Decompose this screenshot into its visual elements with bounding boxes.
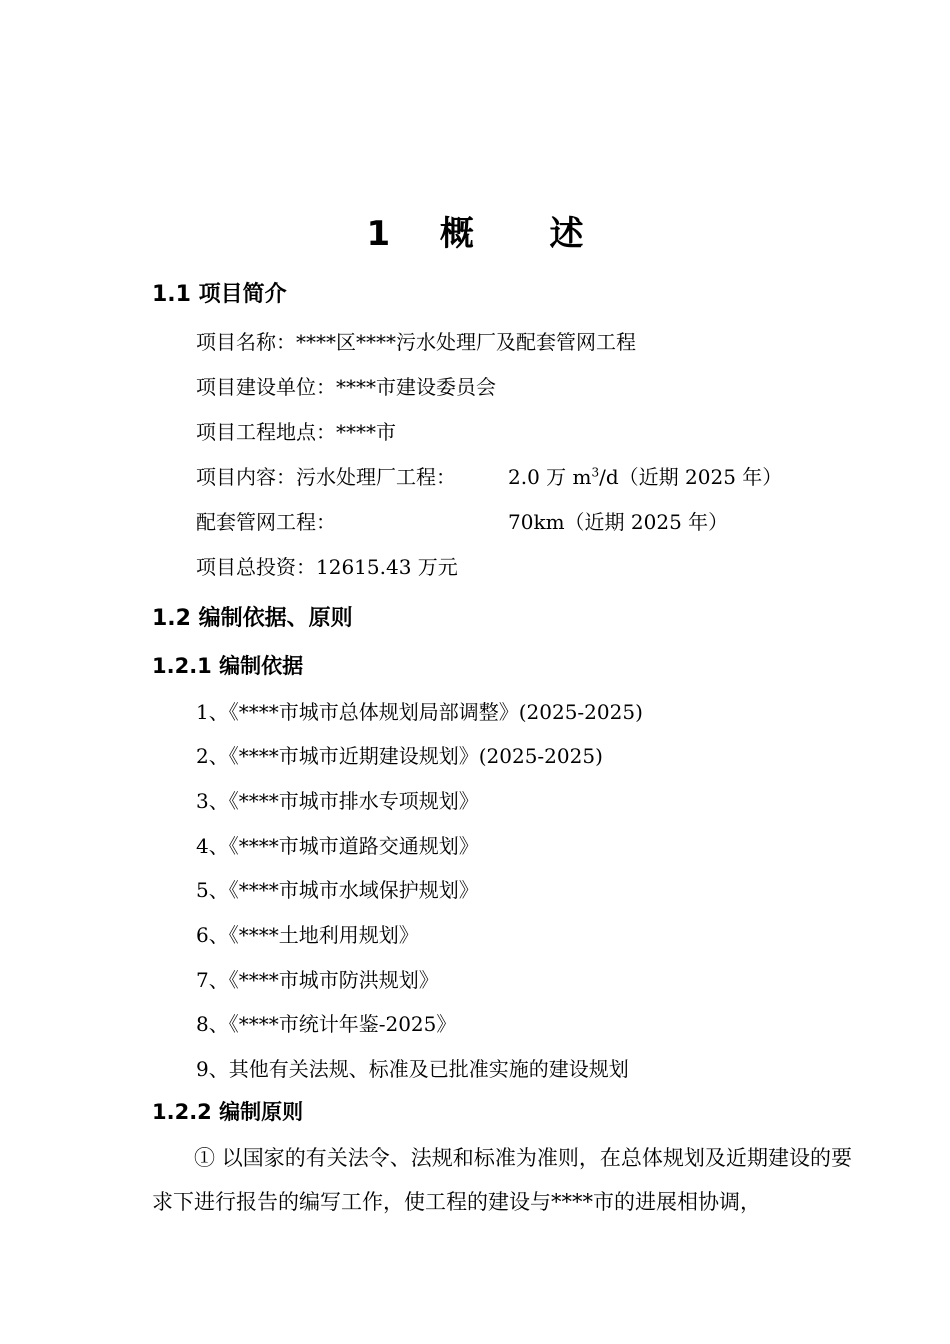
- project-content-label: 项目内容：污水处理厂工程：: [196, 465, 456, 489]
- section-heading-1-2: 1.2 编制依据、原则: [152, 606, 353, 631]
- chapter-number: 1: [366, 214, 391, 254]
- section-heading-1-2-2: 1.2.2 编制原则: [152, 1100, 304, 1124]
- section-heading-1-1: 1.1 项目简介: [152, 282, 287, 307]
- project-content-value: 2.0 万 $m^3/d$（近期 2025 年）: [508, 465, 783, 489]
- section-heading-1-2-1: 1.2.1 编制依据: [152, 654, 304, 678]
- basis-item: 4、《****市城市道路交通规划》: [196, 834, 479, 858]
- project-investment: 项目总投资：12615.43 万元: [196, 555, 458, 579]
- basis-item: 9、其他有关法规、标准及已批准实施的建设规划: [196, 1057, 629, 1081]
- basis-item: 3、《****市城市排水专项规划》: [196, 789, 479, 813]
- pipe-network-value: 70km（近期 2025 年）: [508, 510, 729, 534]
- basis-item: 1、《****市城市总体规划局部调整》(2025-2025): [196, 700, 643, 724]
- basis-item: 2、《****市城市近期建设规划》(2025-2025): [196, 744, 603, 768]
- project-unit: 项目建设单位：****市建设委员会: [196, 375, 496, 399]
- basis-item: 5、《****市城市水域保护规划》: [196, 878, 479, 902]
- project-name: 项目名称：****区****污水处理厂及配套管网工程: [196, 330, 636, 354]
- pipe-network-label: 配套管网工程：: [196, 510, 336, 534]
- project-location: 项目工程地点：****市: [196, 420, 396, 444]
- basis-item: 6、《****土地利用规划》: [196, 923, 419, 947]
- chapter-title-char-1: 概: [439, 214, 474, 254]
- basis-item: 7、《****市城市防洪规划》: [196, 968, 439, 992]
- chapter-title: [0, 212, 950, 256]
- chapter-title-char-2: 述: [549, 214, 584, 254]
- principle-paragraph: ① 以国家的有关法令、法规和标准为准则，在总体规划及近期建设的要求下进行报告的编写工作，使工程的建设与****市的进展相协调，: [152, 1146, 852, 1214]
- basis-item: 8、《****市统计年鉴-2025》: [196, 1012, 457, 1036]
